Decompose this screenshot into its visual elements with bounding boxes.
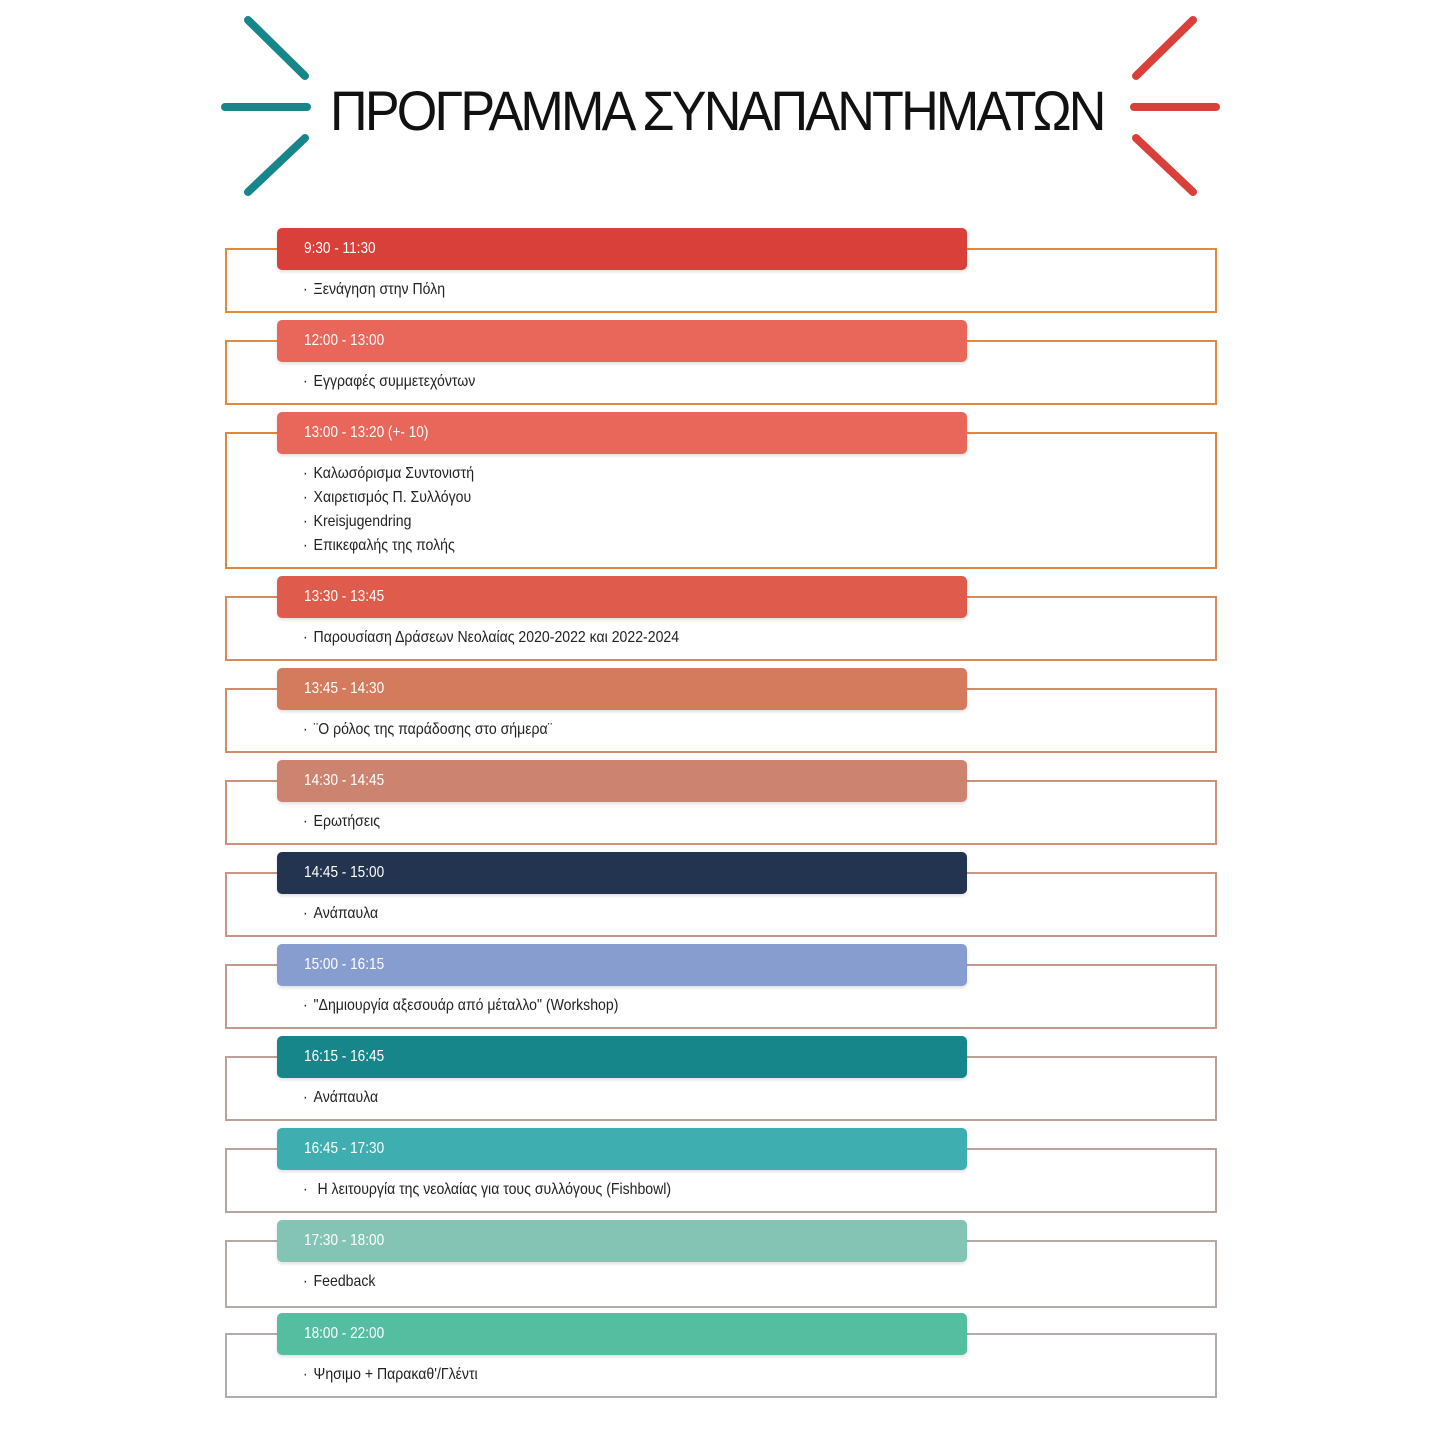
activity-item <box>303 994 1090 1018</box>
schedule-block <box>225 320 1217 405</box>
activity-item <box>303 902 1090 926</box>
burst-line-bottom <box>1136 138 1193 192</box>
schedule-block <box>225 412 1217 569</box>
activity-text: Ανάπαυλα <box>313 1089 379 1106</box>
activity-list <box>303 462 1197 558</box>
activity-text: Παρουσίαση Δράσεων Νεολαίας 2020-2022 και 2022-2024 <box>313 629 680 646</box>
time-range-label: 18:00 - 22:00 <box>304 1325 385 1342</box>
activity-list <box>303 370 1197 394</box>
time-bar <box>277 320 967 362</box>
time-bar <box>277 1036 967 1078</box>
activity-list <box>303 1363 1197 1387</box>
activity-list <box>303 626 1197 650</box>
activity-list <box>303 810 1197 834</box>
time-bar <box>277 760 967 802</box>
activity-text: Εγγραφές συμμετεχόντων <box>313 373 476 390</box>
time-range-label: 13:30 - 13:45 <box>304 588 385 605</box>
burst-line-bottom <box>248 138 305 192</box>
time-bar <box>277 412 967 454</box>
time-range-label: 14:30 - 14:45 <box>304 772 385 789</box>
activity-list <box>303 1178 1197 1202</box>
left-burst-decoration-icon <box>215 10 325 205</box>
time-range-label: 17:30 - 18:00 <box>304 1232 385 1249</box>
schedule-block <box>225 1220 1217 1308</box>
activity-item <box>303 810 1090 834</box>
activity-list <box>303 1086 1197 1110</box>
schedule-block <box>225 228 1217 313</box>
schedule-block <box>225 1036 1217 1121</box>
time-range-label: 16:15 - 16:45 <box>304 1048 385 1065</box>
time-range-label: 13:45 - 14:30 <box>304 680 385 697</box>
activity-list <box>303 278 1197 302</box>
activity-item <box>303 1363 1090 1387</box>
activity-item <box>303 1270 1090 1294</box>
activity-item <box>303 1178 1090 1202</box>
time-bar <box>277 1128 967 1170</box>
time-bar <box>277 668 967 710</box>
activity-text: Ερωτήσεις <box>313 813 381 830</box>
time-bar <box>277 944 967 986</box>
page-title: ΠΡΟΓΡΑΜΜΑ ΣΥΝΑΠΑΝΤΗΜΑΤΩΝ <box>330 79 1104 142</box>
activity-list <box>303 718 1197 742</box>
schedule-block <box>225 760 1217 845</box>
bullet-icon: · <box>303 489 308 506</box>
time-bar <box>277 1313 967 1355</box>
time-bar <box>277 228 967 270</box>
activity-text: Ξενάγηση στην Πόλη <box>313 281 446 298</box>
bullet-icon: · <box>303 373 308 390</box>
bullet-icon: · <box>303 1366 308 1383</box>
schedule-block <box>225 576 1217 661</box>
bullet-icon: · <box>303 465 308 482</box>
activity-text: "Δημιουργία αξεσουάρ από μέταλλο" (Workshop) <box>313 997 619 1014</box>
time-range-label: 14:45 - 15:00 <box>304 864 385 881</box>
time-range-label: 16:45 - 17:30 <box>304 1140 385 1157</box>
bullet-icon: · <box>303 513 308 530</box>
time-bar <box>277 576 967 618</box>
bullet-icon: · <box>303 721 308 738</box>
bullet-icon: · <box>303 813 308 830</box>
bullet-icon: · <box>303 281 308 298</box>
activity-item <box>303 278 1090 302</box>
activity-list <box>303 1270 1197 1294</box>
activity-item <box>303 486 1090 510</box>
left-burst-lines <box>225 20 307 192</box>
activity-item <box>303 370 1090 394</box>
time-range-label: 13:00 - 13:20 (+- 10) <box>304 424 429 441</box>
activity-text: Καλωσόρισμα Συντονιστή <box>313 465 475 482</box>
activity-text: Kreisjugendring <box>313 513 412 530</box>
bullet-icon: · <box>303 905 308 922</box>
activity-text: Feedback <box>313 1273 376 1290</box>
bullet-icon: · <box>303 1181 308 1198</box>
schedule-block <box>225 1128 1217 1213</box>
activity-item <box>303 534 1090 558</box>
schedule-block <box>225 852 1217 937</box>
activity-item <box>303 510 1090 534</box>
activity-text: Ανάπαυλα <box>313 905 379 922</box>
activity-text: ¨Ο ρόλος της παράδοσης στο σήμερα¨ <box>313 721 553 738</box>
bullet-icon: · <box>303 1273 308 1290</box>
activity-text: Η λειτουργία της νεολαίας για τους συλλόγους (Fishbowl) <box>313 1181 672 1198</box>
time-range-label: 15:00 - 16:15 <box>304 956 385 973</box>
activity-item <box>303 462 1090 486</box>
activity-item <box>303 718 1090 742</box>
activity-text: Επικεφαλής της πολής <box>313 537 455 554</box>
bullet-icon: · <box>303 537 308 554</box>
schedule-block <box>225 668 1217 753</box>
activity-item <box>303 626 1090 650</box>
time-range-label: 9:30 - 11:30 <box>304 240 376 257</box>
bullet-icon: · <box>303 997 308 1014</box>
activity-list <box>303 902 1197 926</box>
burst-line-top <box>248 20 305 76</box>
activity-item <box>303 1086 1090 1110</box>
right-burst-lines <box>1134 20 1216 192</box>
time-range-label: 12:00 - 13:00 <box>304 332 385 349</box>
time-bar <box>277 1220 967 1262</box>
right-burst-decoration-icon <box>1120 10 1230 205</box>
activity-list <box>303 994 1197 1018</box>
bullet-icon: · <box>303 629 308 646</box>
activity-text: Ψησιμο + Παρακαθ'/Γλέντι <box>313 1366 478 1383</box>
burst-line-top <box>1136 20 1193 76</box>
schedule-block <box>225 1313 1217 1398</box>
activity-text: Χαιρετισμός Π. Συλλόγου <box>313 489 472 506</box>
time-bar <box>277 852 967 894</box>
schedule-block <box>225 944 1217 1029</box>
bullet-icon: · <box>303 1089 308 1106</box>
